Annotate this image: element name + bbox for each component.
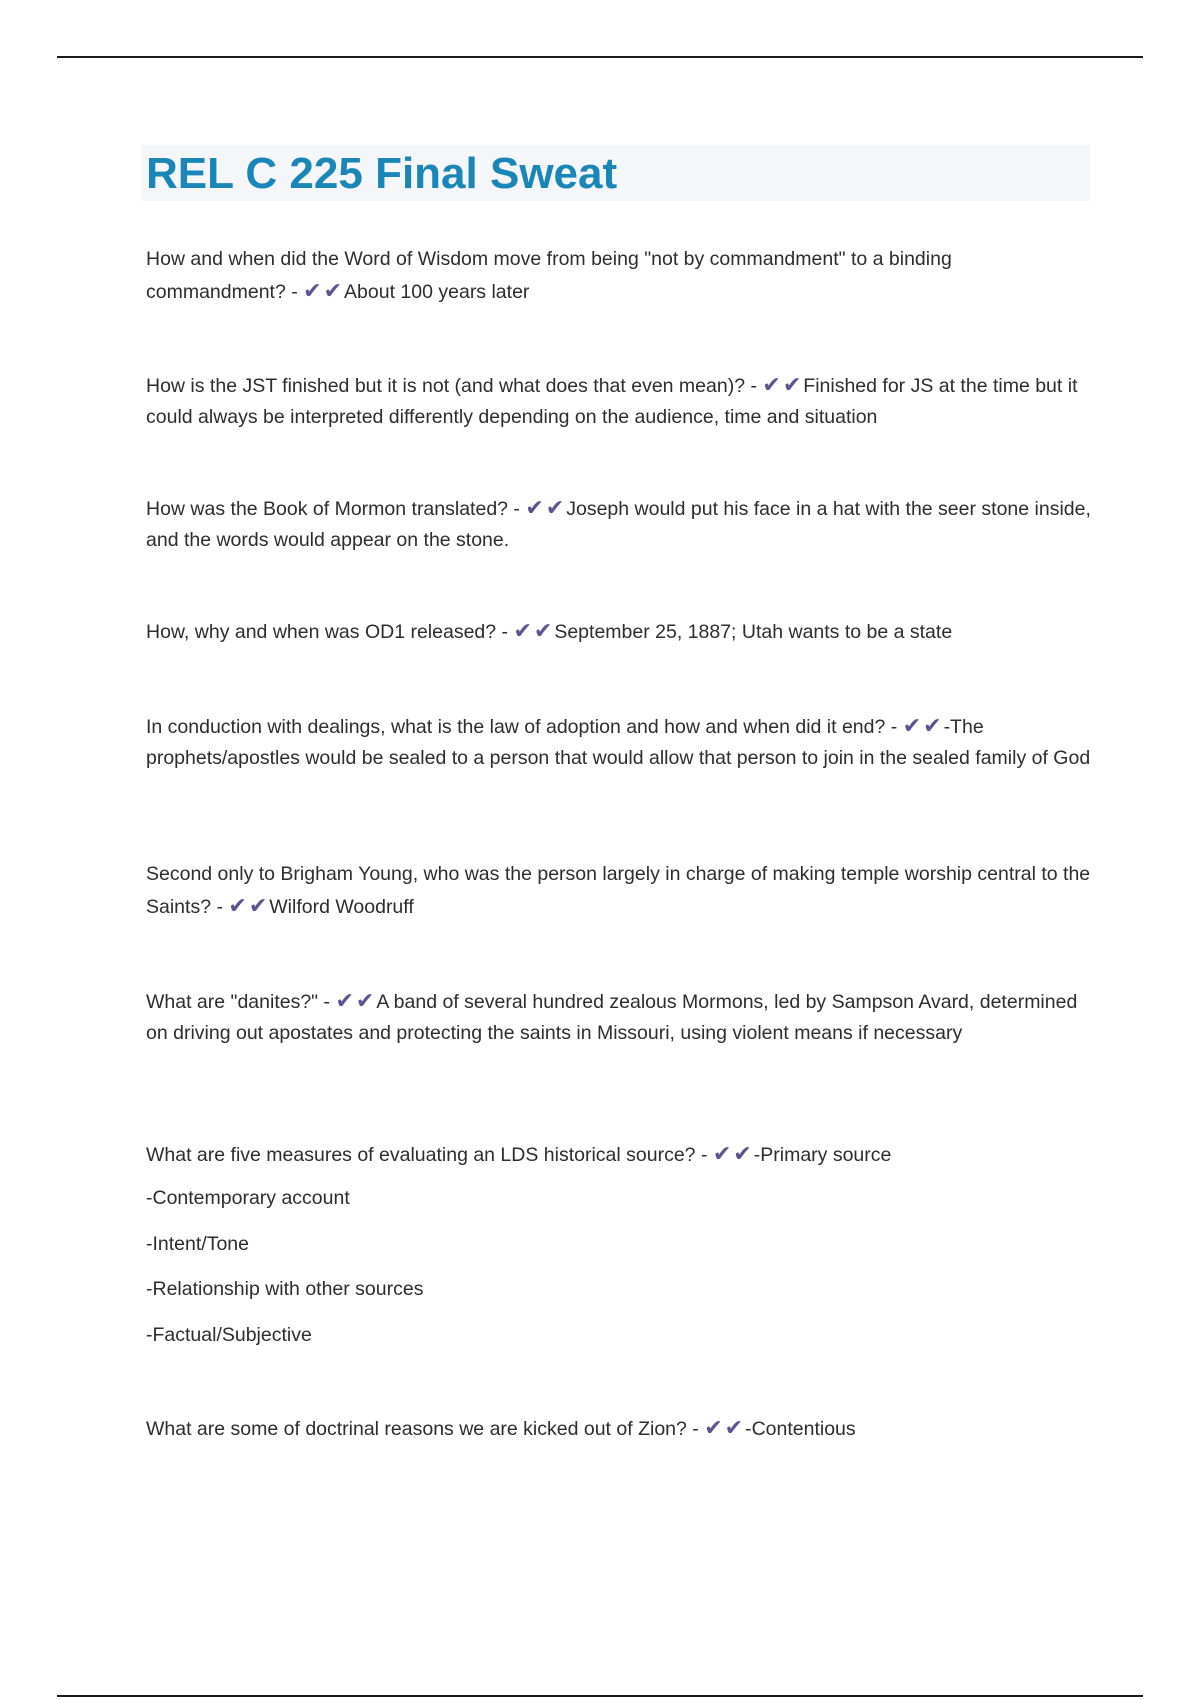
question-text: How and when did the Word of Wisdom move from being "not by commandment" to a binding commandment? <box>146 248 952 303</box>
list-item: -Intent/Tone <box>146 1233 249 1255</box>
list-item: -Contemporary account <box>146 1187 350 1209</box>
qa-item: What are "danites?" - ✔✔A band of several hundred zealous Mormons, led by Sampson Avard, determined on driving out apostates and protecting the saints in Missouri, using violent means if necessary <box>146 988 1078 1044</box>
qa-item: How and when did the Word of Wisdom move from being "not by commandment" to a binding commandment? - ✔✔About 100 years later <box>146 248 952 303</box>
document-title: REL C 225 Final Sweat <box>146 149 618 198</box>
checkmark-icon: ✔✔ <box>704 1415 746 1440</box>
question-text: What are "danites?" <box>146 991 319 1013</box>
answer-text: September 25, 1887; Utah wants to be a state <box>554 621 953 643</box>
answer-text: A band of several hundred zealous Mormons, led by Sampson Avard, determined on driving out apostates and protecting the saints in Missouri, using violent means if necessary <box>146 991 1078 1044</box>
checkmark-icon: ✔✔ <box>513 618 555 643</box>
list-item: -Factual/Subjective <box>146 1324 312 1346</box>
checkmark-icon: ✔✔ <box>712 1141 754 1166</box>
answer-text: -The prophets/apostles would be sealed to a person that would allow that person to join in the sealed family of God <box>146 716 1091 769</box>
checkmark-icon: ✔✔ <box>228 893 270 918</box>
qa-item: How was the Book of Mormon translated? - ✔✔Joseph would put his face in a hat with the seer stone inside, and the words would appear on the stone. <box>146 495 1091 551</box>
answer-text: Finished for JS at the time but it could always be interpreted differently depending on the audience, time and situation <box>146 375 1078 428</box>
answer-text: Wilford Woodruff <box>269 896 414 918</box>
answer-text: -Contentious <box>745 1418 856 1440</box>
question-text: In conduction with dealings, what is the law of adoption and how and when did it end? <box>146 716 886 738</box>
question-text: How was the Book of Mormon translated? <box>146 498 509 520</box>
answer-text: Joseph would put his face in a hat with the seer stone inside, and the words would appear on the stone. <box>146 498 1091 551</box>
qa-item: What are some of doctrinal reasons we are kicked out of Zion? - ✔✔-Contentious <box>146 1415 856 1440</box>
question-text: How is the JST finished but it is not (and what does that even mean)? <box>146 375 746 397</box>
question-text: What are some of doctrinal reasons we are kicked out of Zion? <box>146 1418 687 1440</box>
checkmark-icon: ✔✔ <box>335 988 377 1013</box>
qa-item: How is the JST finished but it is not (and what does that even mean)? - ✔✔Finished for JS at the time but it could always be interpreted differently depending on the audience, time and situation <box>146 372 1078 428</box>
qa-item: How, why and when was OD1 released? - ✔✔September 25, 1887; Utah wants to be a state <box>146 618 953 643</box>
qa-item: What are five measures of evaluating an LDS historical source? - ✔✔-Primary source <box>146 1141 892 1166</box>
checkmark-icon: ✔✔ <box>902 713 944 738</box>
question-text: How, why and when was OD1 released? <box>146 621 497 643</box>
bottom-rule <box>57 1695 1143 1697</box>
answer-text: About 100 years later <box>344 281 530 303</box>
answer-text: -Primary source <box>753 1144 892 1166</box>
checkmark-icon: ✔✔ <box>525 495 567 520</box>
qa-item: Second only to Brigham Young, who was the person largely in charge of making temple worship central to the Saints? - ✔✔Wilford Woodruff <box>146 863 1091 918</box>
question-text: Second only to Brigham Young, who was the person largely in charge of making temple worship central to the Saints? <box>146 863 1091 918</box>
list-item: -Relationship with other sources <box>146 1278 424 1300</box>
qa-item: In conduction with dealings, what is the law of adoption and how and when did it end? - ✔✔-The prophets/apostles would be sealed to a person that would allow that person to join in the sealed family of God <box>146 713 1091 769</box>
question-text: What are five measures of evaluating an LDS historical source? <box>146 1144 696 1166</box>
checkmark-icon: ✔✔ <box>762 372 804 397</box>
checkmark-icon: ✔✔ <box>303 278 345 303</box>
top-rule <box>57 56 1143 58</box>
